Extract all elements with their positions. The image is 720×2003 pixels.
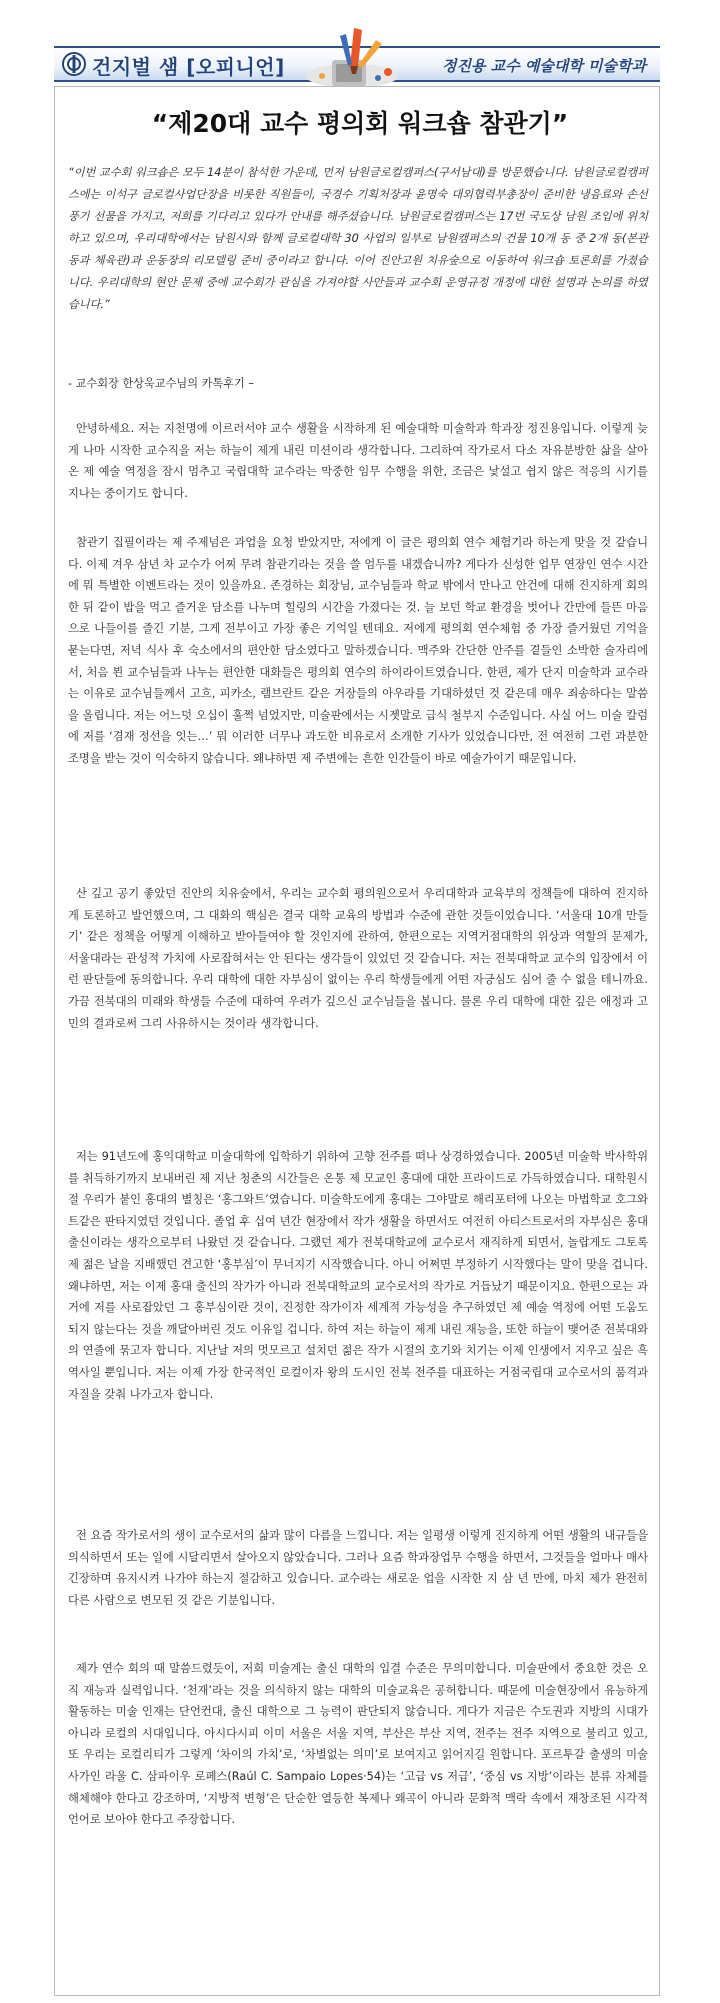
- university-emblem-icon: [62, 52, 86, 76]
- paragraph: 산 깊고 공기 좋았던 진안의 치유숲에서, 우리는 교수회 평의원으로서 우리대학과 교육부의 정책들에 대하여 진지하게 토론하고 발언했으며, 그 대화의 핵심은 결국 대학 교육의 방법과 수준에 관한 것들이었습니다. ‘서울대 10개 만들기’ 같은 정책을 어떻게 이해하고 받아들여야 할 것인지에 관하여, 한편으로는 지역거점대학의 위상과 역할의 문제가, 서울대라는 관성적 가치에 사로잡혀서는 안 된다는 생각들이 있었던 것 같습니다. 저는 전북대학교 교수의 입장에서 이런 판단들에 동의합니다. 우리 대학에 대한 자부심이 없이는 우리 학생들에게 어떤 자긍심도 심어 줄 수 없을 테니까요. 가끔 전북대의 미래와 학생들 수준에 대하여 우려가 깊으신 교수님들을 봅니다. 물론 우리 대학에 대한 깊은 애정과 고민의 결과로써 그리 사유하시는 것이라 생각합니다.: [68, 887, 648, 1030]
- quote-source: - 교수회장 한상욱교수님의 카톡후기 –: [68, 377, 254, 390]
- paint-brush-palette-icon: [292, 26, 424, 94]
- article-quote: “이번 교수회 워크숍은 모두 14분이 참석한 가운데, 먼저 남원글로컬캠퍼스(구서남대)를 방문했습니다. 남원글로컬캠퍼스에는 이석구 글로컬사업단장을 비롯한 직원들이, 국경수 기획처장과 윤명숙 대외협력부총장이 준비한 냉음료와 손선풍기 선물을 가지고, 저희를 기다리고 있다가 안내를 해주셨습니다. 남원글로컬캠퍼스는 17번 국도상 남원 조입에 위치하고 있으며, 우리대학에서는 남원시와 함께 글로컬대학 30 사업의 일부로 남원캠퍼스의 건물 10개 동 중 2개 동(본관동과 체육관)과 운동장의 리모델링 준비 중이라고 합니다. 이어 진안고원 치유숲으로 이동하여 워크숍 토론회를 가졌습니다. 우리대학의 현안 문제 중에 교수회가 관심을 가져야할 사안들과 교수회 운영규정 개정에 대한 설명과 논의를 하였습니다.”: [68, 166, 648, 311]
- paragraph: 제가 연수 회의 때 말씀드렸듯이, 저희 미술계는 출신 대학의 입결 수준은 무의미합니다. 미술판에서 중요한 것은 오직 재능과 실력입니다. ‘천재’라는 것을 의식하지 않는 대학의 미술교육은 공허합니다. 때문에 미술현장에서 유능하게 활동하는 미술 인재는 단언컨대, 출신 대학으로 그 능력이 판단되지 않습니다. 게다가 지금은 수도권과 지방의 시대가 아니라 로컬의 시대입니다. 아시다시피 이미 서울은 서울 지역, 부산은 부산 지역, 전주는 전주 지역으로 불리고 있고, 또 우리는 로컬리티가 그렇게 ‘차이의 가치’로, ‘차별없는 의미’로 보여지고 읽어지길 원합니다. 포르투갈 출생의 미술사가인 라울 C. 삼파이우 로페스(Raúl C. Sampaio Lopes·54)는 ‘고급 vs 저급’, ‘중심 vs 지방’이라는 분류 자체를 해체해야 한다고 강조하며, ‘지방적 변형’은 단순한 열등한 복제나 왜곡이 아니라 문화적 맥락 속에서 재창조된 시각적 언어로 보아야 한다고 주장합니다.: [68, 1662, 648, 1827]
- column-title: 건지벌 샘 [오피니언]: [92, 55, 285, 79]
- paragraph: 안녕하세요. 저는 지천명에 이르러서야 교수 생활을 시작하게 된 예술대학 미술학과 학과장 정진용입니다. 이렇게 늦게 나마 시작한 교수직을 저는 하늘이 제게 내린 미션이라 생각합니다. 그리하여 작가로서 다소 자유분방한 삶을 살아온 제 예술 역정을 잠시 멈추고 국립대학 교수라는 막중한 임무 수행을 위한, 조금은 낯설고 쉽지 않은 적응의 시기를 지나는 중이기도 합니다.: [68, 422, 648, 500]
- paragraph: 참관기 집필이라는 제 주제넘은 과업을 요청 받았지만, 저에게 이 글은 평의회 연수 체험기라 하는게 맞을 것 같습니다. 이제 겨우 삼년 차 교수가 어찌 무려 참관기라는 것을 쓸 엄두를 내겠습니까? 게다가 신성한 업무 연장인 연수 시간에 뭐 특별한 이벤트라는 것이 있을까요. 존경하는 회장님, 교수님들과 학교 밖에서 만나고 안건에 대해 진지하게 회의한 뒤 같이 밥을 먹고 즐거운 담소를 나누며 힐링의 시간을 가졌다는 것. 늘 보던 학교 환경을 벗어나 간만에 들뜬 마음으로 나들이를 즐긴 기분, 그게 전부이고 가장 좋은 기억일 텐데요. 저에게 평의회 연수체험 중 가장 즐거웠던 기억을 묻는다면, 저녁 식사 후 숙소에서의 편안한 담소였다고 말하겠습니다. 맥주와 간단한 안주를 곁들인 소박한 술자리에서, 처음 뵌 교수님들과 나누는 편안한 대화들은 평의회 연수의 하이라이트였습니다. 한편, 제가 단지 미술학과 교수라는 이유로 교수님들께서 고흐, 피카소, 램브란트 같은 거장들의 아우라를 기대하셨던 것 같은데 매우 죄송하다는 말씀을 올립니다. 저는 어느덧 오십이 훌쩍 넘었지만, 미술판에서는 시젯말로 급식 철부지 수준입니다. 사실 어느 미술 칼럼에 저를 ‘겸재 정선을 잇는…’ 뭐 이러한 너무나 과도한 비유로서 소개한 기사가 있었습니다만, 전 여전히 그런 과분한 조명을 받는 것이 익숙하지 않습니다. 왜냐하면 제 주변에는 흔한 인간들이 바로 예술가이기 때문입니다.: [68, 536, 648, 765]
- paragraph: 저는 91년도에 홍익대학교 미술대학에 입학하기 위하여 고향 전주를 떠나 상경하였습니다. 2005년 미술학 박사학위를 취득하기까지 보내버린 제 지난 청춘의 시간들은 온통 제 모교인 홍대에 대한 프라이드로 가득하였습니다. 대학원시절 우리가 붙인 홍대의 별칭은 ‘홍그와트’였습니다. 미술학도에게 홍대는 그야말로 해리포터에 나오는 마법학교 호그와트같은 판타지였던 것입니다. 졸업 후 십여 년간 현장에서 작가 생활을 하면서도 여전히 아티스트로서의 자부심은 홍대 출신이라는 생각으로부터 나왔던 것 같습니다. 그랬던 제가 전북대학교에 교수로서 재직하게 되면서, 놀랍게도 그토록 제 젊은 날을 지배했던 견고한 ‘홍부심’이 무너지기 시작했습니다. 아니 어쩌면 부정하기 시작했다는 말이 맞을 겁니다. 왜냐하면, 저는 이제 홍대 출신의 작가가 아니라 전북대학교의 교수로서의 작가로 거듭났기 때문이지요. 한편으로는 과거에 저를 사로잡았던 그 홍부심이란 것이, 진정한 작가이자 세계적 가능성을 추구하였던 제 예술 역정에 어떤 도움도 되지 않는다는 것을 깨달아버린 것도 이유일 겁니다. 하여 저는 하늘이 제게 내린 재능을, 또한 하늘이 맺어준 전북대와의 연줄에 묶고자 합니다. 지난날 저의 멋모르고 설치던 젊은 작가 시절의 호기와 치기는 이제 인생에서 지우고 싶은 흑역사일 뿐입니다. 저는 이제 가장 한국적인 로컬이자 왕의 도시인 전북 전주를 대표하는 거점국립대 교수로서의 품격과 자질을 갖춰 나가고자 합니다.: [68, 1150, 648, 1401]
- paragraph: 전 요즘 작가로서의 생이 교수로서의 삶과 많이 다름을 느낍니다. 저는 일평생 이렇게 진지하게 어떤 생활의 내규들을 의식하면서 또는 일에 시달리면서 살아오지 않았습니다. 그러나 요즘 학과장업무 수행을 하면서, 그것들을 얼마나 매사 긴장하며 유지시켜 나가야 하는지 절감하고 있습니다. 교수라는 새로운 업을 시작한 지 삼 년 만에, 마치 제가 완전히 다른 사람으로 변모된 것 같은 기분입니다.: [68, 1529, 648, 1607]
- article-title: “제20대 교수 평의회 워크숍 참관기”: [151, 109, 569, 138]
- author-byline: 정진용 교수 예술대학 미술학과: [441, 57, 646, 75]
